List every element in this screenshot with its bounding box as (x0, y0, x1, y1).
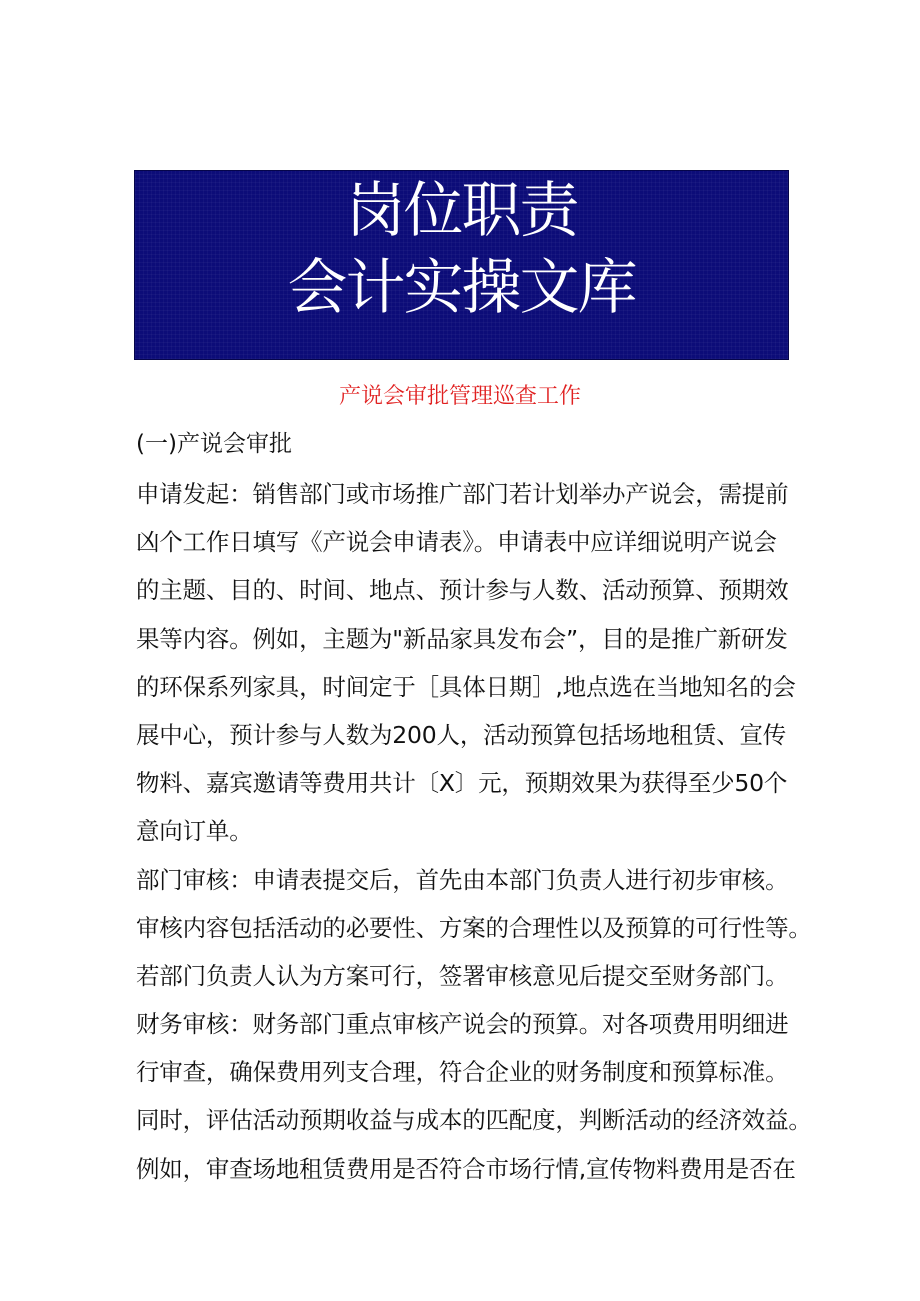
paragraph-line: 若部门负责人认为方案可行，签署审核意见后提交至财务部门。 (136, 961, 789, 990)
banner-title-line-2: 会计实操文库 (287, 253, 636, 323)
paragraph-line: 果等内容。例如，主题为"新品家具发布会”，目的是推广新研发 (136, 624, 788, 653)
paragraph-line: 的主题、目的、时间、地点、预计参与人数、活动预算、预期效 (136, 576, 789, 605)
section-heading: (一)产说会审批 (136, 431, 292, 457)
paragraph-line: 展中心，预计参与人数为200人，活动预算包括场地租赁、宣传 (136, 720, 787, 749)
paragraph-line: 凶个工作日填写《产说会申请表》。申请表中应详细说明产说会 (136, 528, 777, 557)
body-text (136, 470, 812, 1193)
paragraph-line: 物料、嘉宾邀请等费用共计〔X〕元，预期效果为获得至少50个 (136, 769, 788, 798)
paragraph-line: 财务审核：财务部门重点审核产说会的预算。对各项费用明细进 (136, 1010, 789, 1039)
paragraph-line: 意向订单。 (136, 817, 253, 846)
paragraph-line: 申请发起：销售部门或市场推广部门若计划举办产说会，需提前 (136, 480, 789, 508)
document-title: 产说会审批管理巡查工作 (338, 384, 581, 409)
banner-title-line-1: 岗位职责 (345, 176, 578, 246)
paragraph-line: 例如，审查场地租赁费用是否符合市场行情,宣传物料费用是否在 (136, 1154, 796, 1183)
paragraph-line: 部门审核：申请表提交后，首先由本部门负责人进行初步审核。 (136, 865, 789, 894)
title-banner (134, 170, 789, 360)
paragraph-line: 审核内容包括活动的必要性、方案的合理性以及预算的可行性等。 (136, 913, 812, 942)
paragraph-line: 的环保系列家具，时间定于［具体日期］,地点选在当地知名的会 (136, 672, 796, 701)
paragraph-line: 行审查，确保费用列支合理，符合企业的财务制度和预算标准。 (136, 1058, 789, 1087)
paragraph-line: 同时，评估活动预期收益与成本的匹配度，判断活动的经济效益。 (136, 1106, 812, 1135)
